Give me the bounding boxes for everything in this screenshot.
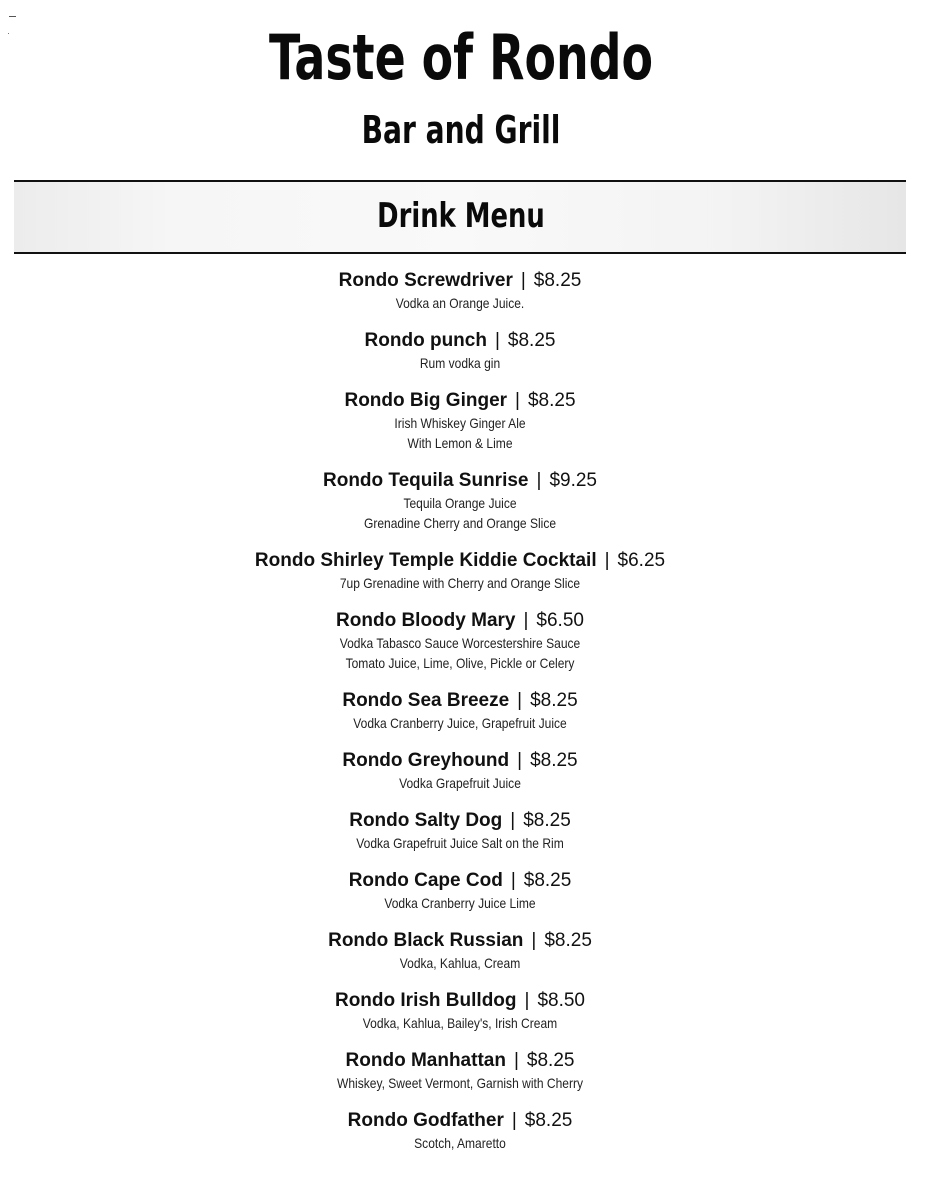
drink-item-header	[0, 1109, 920, 1133]
price-separator: |	[604, 550, 610, 571]
drink-price: $6.25	[617, 550, 666, 571]
scan-mark	[9, 16, 16, 17]
restaurant-title: Taste of Rondo	[268, 21, 653, 94]
drink-price: $8.25	[507, 330, 556, 351]
drink-item-header	[0, 609, 920, 633]
drink-price: $6.50	[536, 610, 584, 631]
price-separator: |	[536, 470, 542, 491]
restaurant-subtitle: Bar and Grill	[361, 108, 561, 152]
drink-item	[0, 389, 920, 453]
drink-name: Rondo punch	[364, 330, 487, 351]
drink-price: $8.25	[544, 930, 592, 951]
drink-item	[0, 689, 920, 733]
drink-description: Vodka Grapefruit Juice	[399, 775, 521, 791]
drink-description: Grenadine Cherry and Orange Slice	[363, 515, 557, 531]
drink-item	[0, 469, 920, 533]
drink-item-header	[0, 549, 920, 573]
drink-list	[0, 269, 920, 1153]
drink-item	[0, 1109, 920, 1153]
drink-name: Rondo Manhattan	[345, 1050, 506, 1071]
drink-item-header	[0, 689, 920, 713]
drink-description: Vodka, Kahlua, Bailey's, Irish Cream	[362, 1015, 558, 1031]
drink-name: Rondo Black Russian	[328, 930, 524, 951]
drink-description: Irish Whiskey Ginger Ale	[394, 415, 526, 431]
drink-name: Rondo Shirley Temple Kiddie Cocktail	[254, 550, 597, 571]
drink-price: $8.25	[530, 690, 578, 711]
drink-item-header	[0, 989, 920, 1013]
drink-description: Scotch, Amaretto	[414, 1135, 506, 1151]
drink-price: $8.25	[523, 870, 572, 891]
drink-name: Rondo Cape Cod	[348, 870, 503, 891]
price-separator: |	[517, 690, 523, 711]
drink-item	[0, 609, 920, 673]
drink-item	[0, 329, 920, 373]
drink-price: $8.50	[537, 990, 585, 1011]
price-separator: |	[513, 1050, 519, 1071]
drink-name: Rondo Bloody Mary	[336, 610, 516, 631]
price-separator: |	[531, 930, 537, 951]
drink-item-header	[0, 329, 920, 353]
drink-description: Vodka, Kahlua, Cream	[399, 955, 521, 971]
drink-name: Rondo Greyhound	[342, 750, 510, 771]
drink-name: Rondo Tequila Sunrise	[323, 470, 529, 491]
drink-description: Vodka Cranberry Juice Lime	[384, 895, 536, 911]
price-separator: |	[510, 870, 516, 891]
drink-item-header	[0, 269, 920, 293]
divider-bottom	[14, 252, 906, 254]
drink-price: $8.25	[527, 390, 576, 411]
drink-item	[0, 549, 920, 593]
drink-name: Rondo Irish Bulldog	[334, 990, 517, 1011]
drink-item-header	[0, 869, 920, 893]
drink-item-header	[0, 809, 920, 833]
price-separator: |	[511, 1110, 517, 1131]
price-separator: |	[523, 610, 529, 631]
price-separator: |	[520, 270, 526, 291]
price-separator: |	[510, 810, 516, 831]
divider-top	[14, 180, 906, 182]
drink-name: Rondo Sea Breeze	[342, 690, 510, 711]
drink-description: Whiskey, Sweet Vermont, Garnish with Cherry	[336, 1075, 584, 1091]
drink-item-header	[0, 1049, 920, 1073]
drink-description: Tomato Juice, Lime, Olive, Pickle or Celery	[345, 655, 575, 671]
price-separator: |	[494, 330, 500, 351]
drink-name: Rondo Salty Dog	[349, 810, 503, 831]
price-separator: |	[517, 750, 523, 771]
drink-price: $8.25	[523, 810, 571, 831]
drink-description: Tequila Orange Juice	[403, 495, 517, 511]
drink-price: $9.25	[549, 470, 597, 491]
scan-mark	[8, 33, 9, 34]
drink-item	[0, 989, 920, 1033]
drink-item	[0, 749, 920, 793]
drink-item-header	[0, 469, 920, 493]
drink-description: Vodka Cranberry Juice, Grapefruit Juice	[353, 715, 567, 731]
drink-item	[0, 869, 920, 913]
drink-description: Rum vodka gin	[419, 355, 501, 371]
drink-name: Rondo Screwdriver	[338, 270, 513, 291]
drink-description: Vodka Tabasco Sauce Worcestershire Sauce	[339, 635, 581, 651]
price-separator: |	[524, 990, 530, 1011]
drink-price: $8.25	[526, 1050, 575, 1071]
section-title: Drink Menu	[377, 196, 545, 236]
drink-price: $8.25	[524, 1110, 573, 1131]
drink-price: $8.25	[533, 270, 582, 291]
drink-item-header	[0, 929, 920, 953]
drink-name: Rondo Big Ginger	[344, 390, 508, 411]
drink-name: Rondo Godfather	[347, 1110, 504, 1131]
drink-description: Vodka an Orange Juice.	[395, 295, 525, 311]
drink-item	[0, 1049, 920, 1093]
price-separator: |	[515, 390, 520, 411]
drink-item-header	[0, 389, 920, 413]
drink-description: Vodka Grapefruit Juice Salt on the Rim	[356, 835, 564, 851]
drink-price: $8.25	[530, 750, 578, 771]
drink-description: 7up Grenadine with Cherry and Orange Slice	[339, 575, 581, 591]
drink-item	[0, 929, 920, 973]
drink-item	[0, 269, 920, 313]
drink-item-header	[0, 749, 920, 773]
drink-item	[0, 809, 920, 853]
drink-description: With Lemon & Lime	[407, 435, 513, 451]
